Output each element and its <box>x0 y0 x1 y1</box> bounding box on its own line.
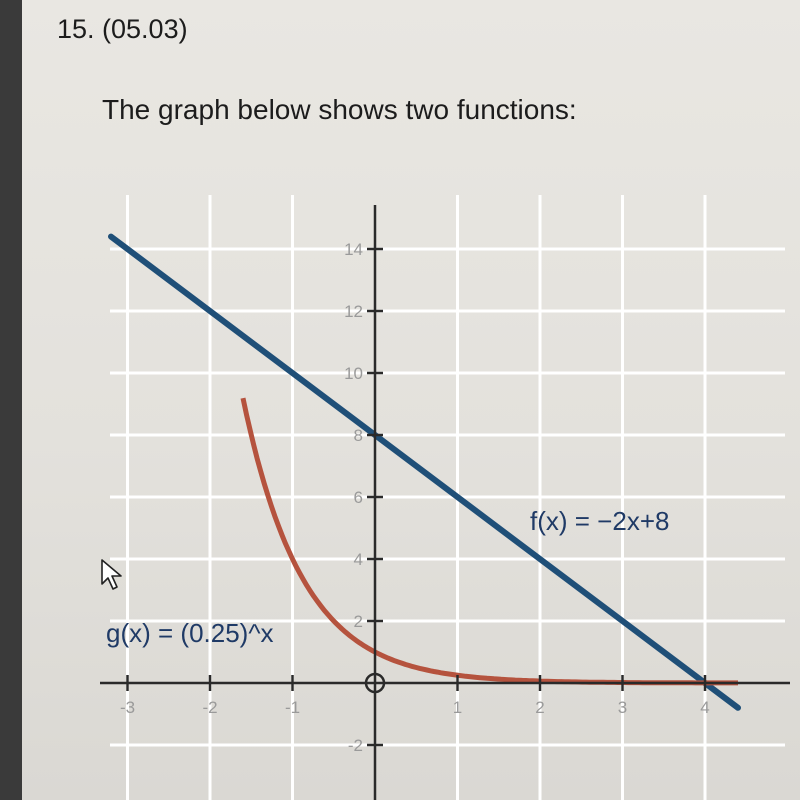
y-tick-label: -2 <box>347 736 363 755</box>
y-tick-label: 6 <box>353 488 363 507</box>
x-tick-label: 2 <box>535 698 545 717</box>
y-tick-label: 4 <box>353 550 363 569</box>
y-tick-label: 10 <box>344 364 363 383</box>
x-tick-label: -2 <box>202 698 218 717</box>
g-curve <box>243 398 738 683</box>
f-function-label: f(x) = −2x+8 <box>530 506 670 536</box>
y-tick-label: 14 <box>344 240 363 259</box>
question-prompt: The graph below shows two functions: <box>102 94 577 125</box>
x-tick-label: 3 <box>617 698 628 717</box>
y-tick-label: 12 <box>344 302 363 321</box>
question-number: 15. (05.03) <box>57 14 188 44</box>
y-tick-label: 2 <box>353 612 363 631</box>
g-function-label: g(x) = (0.25)^x <box>106 618 274 648</box>
mouse-pointer-icon <box>100 558 126 592</box>
x-tick-label: -3 <box>119 698 136 717</box>
x-tick-label: 4 <box>700 698 710 717</box>
y-tick-label: 8 <box>353 426 363 445</box>
x-tick-label: -1 <box>284 698 301 717</box>
x-tick-label: 1 <box>452 698 463 717</box>
